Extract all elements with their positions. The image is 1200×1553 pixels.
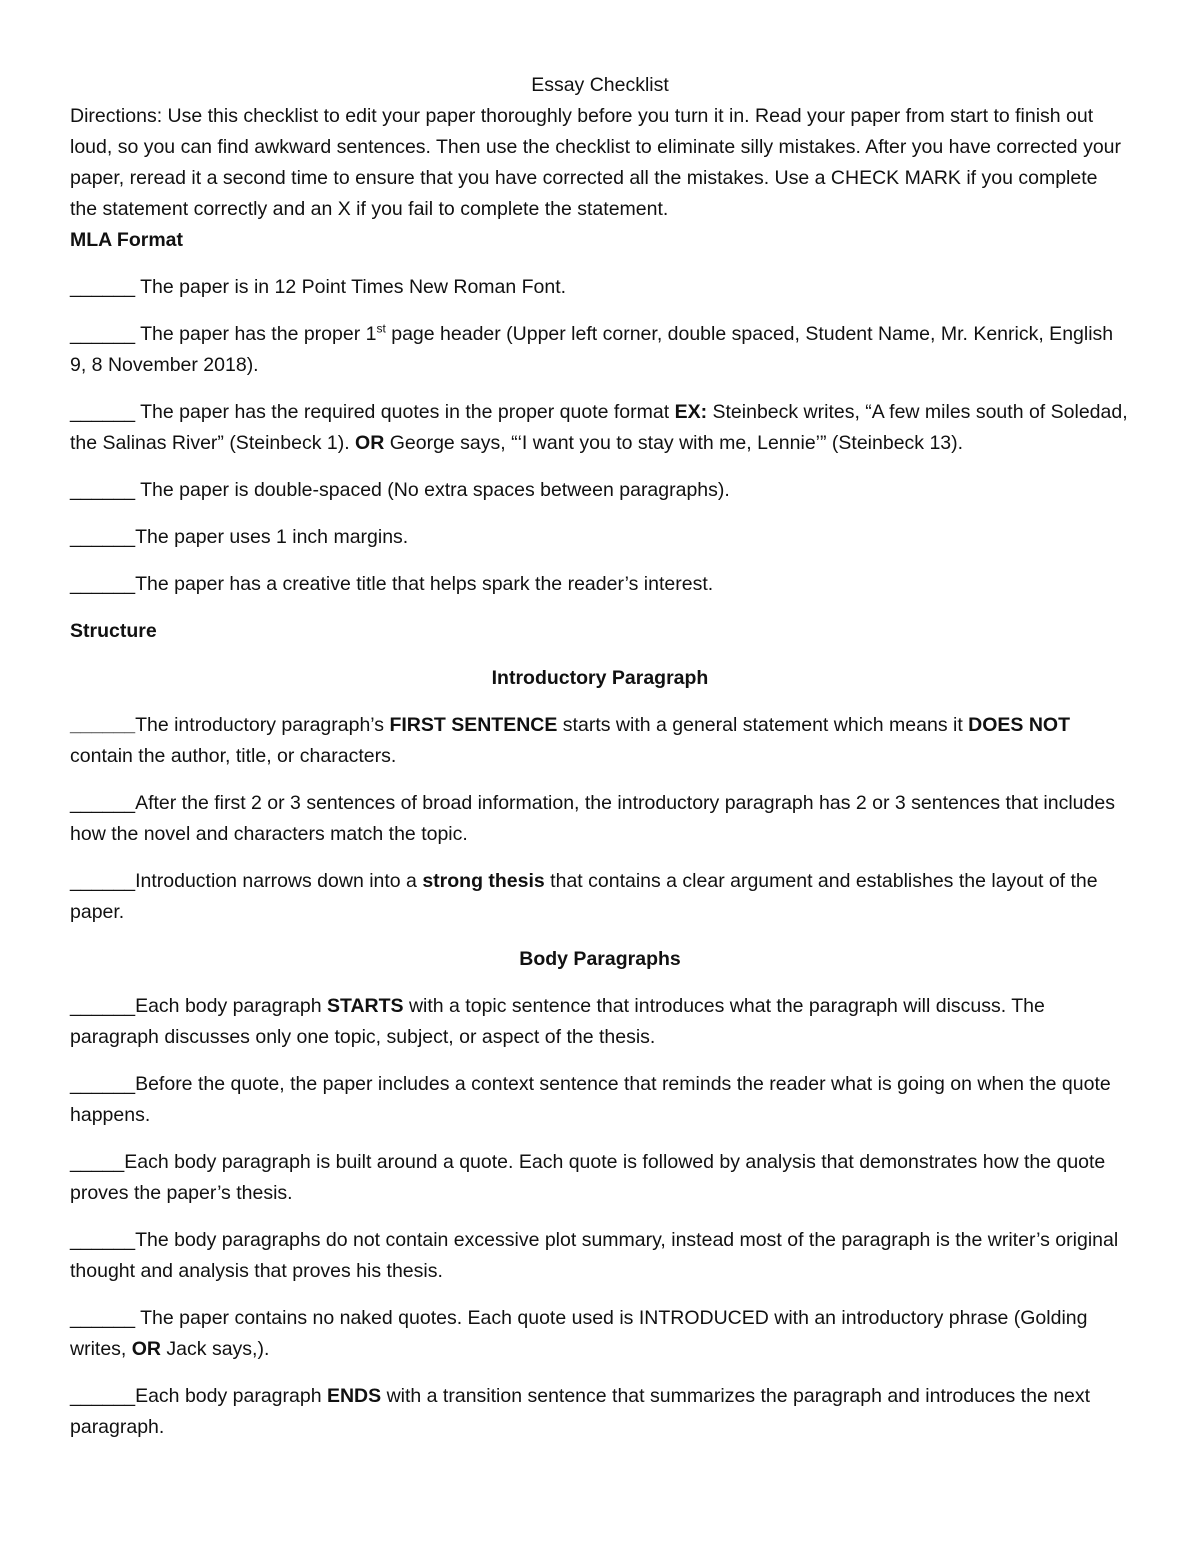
item-text: The paper uses 1 inch margins. (135, 526, 409, 548)
checklist-item-font (70, 272, 1130, 303)
checklist-item-quote-analysis (70, 1147, 1130, 1209)
bold-text: STARTS (326, 995, 404, 1017)
check-blank[interactable]: ______ (70, 1385, 136, 1407)
item-text: The paper has the proper 1 (140, 323, 377, 345)
item-text: Each body paragraph (135, 1385, 327, 1407)
item-text: George says, “‘I want you to stay with me, Lennie’” (Steinbeck 13). (384, 432, 964, 454)
check-blank[interactable]: ______ (70, 526, 136, 548)
checklist-item-transition (70, 1381, 1130, 1443)
check-blank[interactable]: ______ (70, 1307, 141, 1329)
checklist-item-plot-summary (70, 1225, 1130, 1287)
item-text: Jack says,). (161, 1338, 270, 1360)
bold-text: DOES NOT (968, 714, 1071, 736)
checklist-item-context-sentence (70, 1069, 1130, 1131)
checklist-item-quotes (70, 397, 1130, 459)
check-blank[interactable]: ______ (70, 714, 136, 736)
bold-text: EX: (674, 401, 708, 423)
item-text: starts with a general statement which means it (557, 714, 969, 736)
checklist-item-header (70, 319, 1130, 381)
check-blank[interactable]: ______ (70, 792, 136, 814)
item-text: with a topic sentence that introduces what the paragraph will discuss. The paragraph discusses only one topic, subject, or aspect of the thesis. (70, 995, 1045, 1048)
mla-format-heading: MLA Format (70, 229, 184, 251)
check-blank[interactable]: ______ (70, 870, 136, 892)
check-blank[interactable]: ______ (70, 479, 141, 501)
check-blank[interactable]: ______ (70, 1073, 136, 1095)
item-text: Steinbeck writes, “A few miles south of Soledad, the Salinas River” (Steinbeck 1). (70, 401, 1128, 454)
checklist-item-double-spaced (70, 475, 1130, 506)
bold-text: strong thesis (422, 870, 545, 892)
introductory-paragraph-heading: Introductory Paragraph (491, 667, 709, 689)
checklist-item-thesis (70, 866, 1130, 928)
item-text: The body paragraphs do not contain excessive plot summary, instead most of the paragraph is the writer’s original thought and analysis that proves his thesis. (70, 1229, 1119, 1282)
document-page (70, 70, 1130, 1459)
bold-text: ENDS (326, 1385, 382, 1407)
item-text: with a transition sentence that summarizes the paragraph and introduces the next paragraph. (70, 1385, 1091, 1438)
check-blank[interactable]: ______ (70, 995, 136, 1017)
checklist-item-first-sentence (70, 710, 1130, 772)
check-blank[interactable]: ______ (70, 401, 141, 423)
item-text: Each body paragraph (135, 995, 327, 1017)
item-text: page header (Upper left corner, double spaced, Student Name, Mr. Kenrick, English 9, 8 November 2018). (70, 323, 1114, 376)
item-text: The paper is double-spaced (No extra spaces between paragraphs). (140, 479, 730, 501)
checklist-item-naked-quotes (70, 1303, 1130, 1365)
checklist-item-margins (70, 522, 1130, 553)
item-text: The paper has the required quotes in the proper quote format (140, 401, 675, 423)
item-text: The introductory paragraph’s (135, 714, 390, 736)
directions-text: Directions: Use this checklist to edit your paper thoroughly before you turn it in. Read your paper from start to finish out loud, so you can find awkward sentences. Then use the checklist to eliminate silly mistakes. After you have corrected your paper, reread it a second time to ensure that you have corrected all the mistakes. Use a CHECK MARK if you complete the statement correctly and an X if you fail to complete the statement. (70, 105, 1122, 220)
body-paragraphs-heading: Body Paragraphs (519, 948, 681, 970)
checklist-item-title (70, 569, 1130, 600)
item-text: Before the quote, the paper includes a context sentence that reminds the reader what is going on when the quote happens. (70, 1073, 1111, 1126)
item-text: Each body paragraph is built around a quote. Each quote is followed by analysis that demonstrates how the quote proves the paper’s thesis. (70, 1151, 1106, 1204)
bold-text: OR (355, 432, 385, 454)
bold-text: FIRST SENTENCE (389, 714, 558, 736)
structure-heading: Structure (70, 620, 157, 642)
check-blank[interactable]: ______ (70, 323, 141, 345)
checklist-item-topic-sentence (70, 991, 1130, 1053)
item-text: The paper contains no naked quotes. Each quote used is INTRODUCED with an introductory phrase (Golding writes, (70, 1307, 1088, 1360)
check-blank[interactable]: ______ (70, 276, 141, 298)
superscript: st (376, 321, 386, 336)
item-text: The paper has a creative title that helps spark the reader’s interest. (135, 573, 714, 595)
item-text: contain the author, title, or characters. (70, 745, 397, 767)
item-text: that contains a clear argument and establishes the layout of the paper. (70, 870, 1098, 923)
item-text: The paper is in 12 Point Times New Roman Font. (140, 276, 567, 298)
bold-text: OR (131, 1338, 162, 1360)
check-blank[interactable]: ______ (70, 1229, 136, 1251)
item-text: After the first 2 or 3 sentences of broad information, the introductory paragraph has 2 or 3 sentences that includes how the novel and characters match the topic. (70, 792, 1115, 845)
document-title: Essay Checklist (531, 74, 669, 96)
check-blank[interactable]: ______ (70, 573, 136, 595)
check-blank[interactable]: _____ (70, 1151, 125, 1173)
checklist-item-broad-information (70, 788, 1130, 850)
item-text: Introduction narrows down into a (135, 870, 423, 892)
